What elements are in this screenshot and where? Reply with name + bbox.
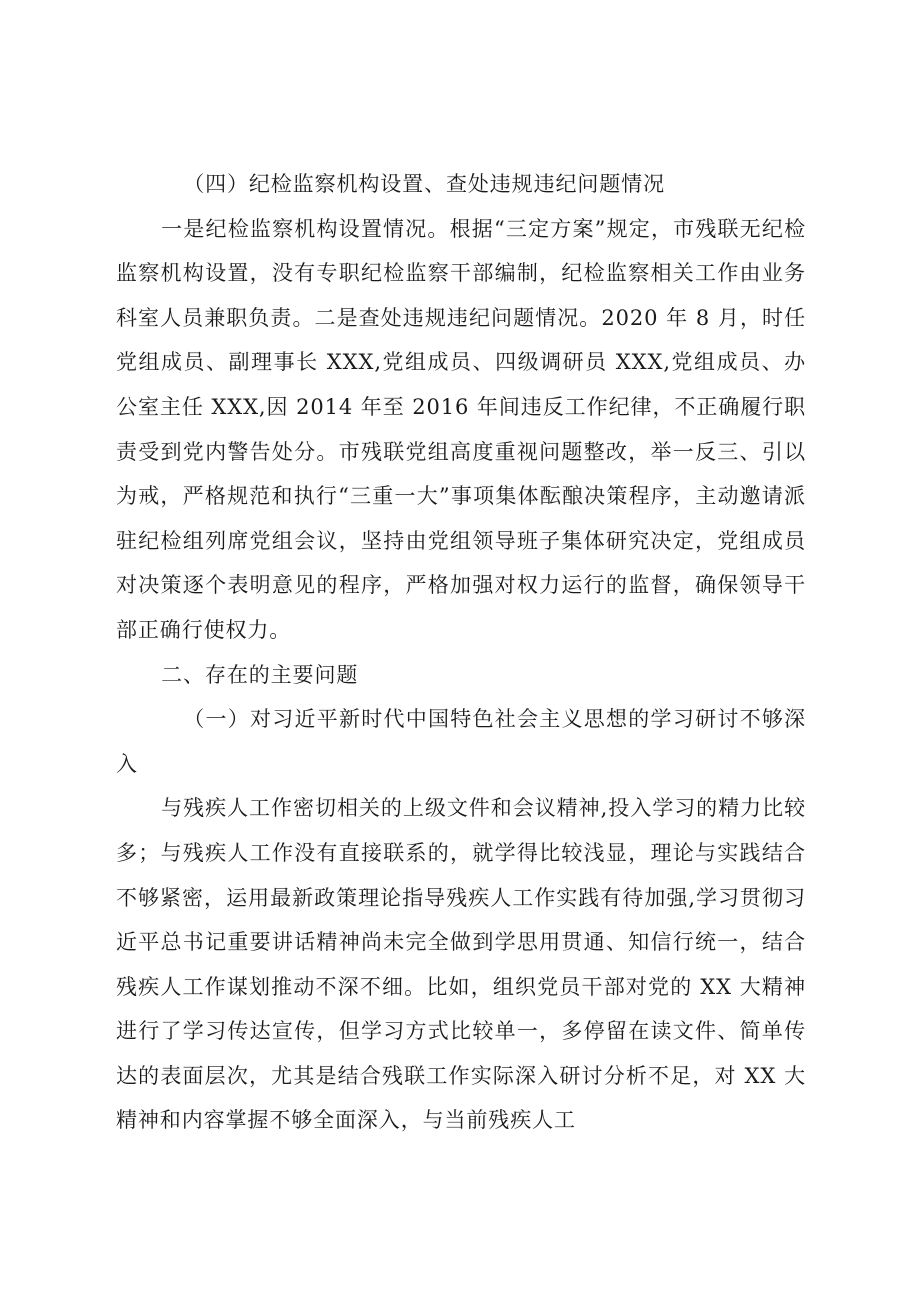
document-body: [116, 162, 806, 1143]
section-heading-2: 二、存在的主要问题: [161, 662, 359, 687]
paragraph-study: 与残疾人工作密切相关的上级文件和会议精神,投入学习的精力比较多；与残疾人工作没有直接联系的，就学得比较浅显，理论与实践结合不够紧密，运用最新政策理论指导残疾人工作实践有待加强,学习贯彻习近平总书记重要讲话精神尚未完全做到学思用贯通、知信行统一，结合残疾人工作谋划推动不深不细。比如，组织党员干部对党的 XX 大精神进行了学习传达宣传，但学习方式比较单一，多停留在读文件、简单传达的表面层次，尤其是结合残联工作实际深入研讨分析不足，对 XX 大精神和内容掌握不够全面深入，与当前残疾人工: [116, 796, 806, 1133]
section-heading-4: （四）纪检监察机构设置、查处违规违纪问题情况: [183, 172, 665, 196]
paragraph-discipline: 一是纪检监察机构设置情况。根据“三定方案”规定，市残联无纪检监察机构设置，没有专职纪检监察干部编制，纪检监察相关工作由业务科室人员兼职负责。二是查处违规违纪问题情况。2020 年 8 月，时任党组成员、副理事长 XXX,党组成员、四级调研员 XXX,党组成员、办公室主任 XXX,因 2014 年至 2016 年间违反工作纪律，不正确履行职责受到党内警告处分。市残联党组高度重视问题整改，举一反三、引以为戒，严格规范和执行“三重一大”事项集体酝酿决策程序，主动邀请派驻纪检组列席党组会议，坚持由党组领导班子集体研究决定，党组成员对决策逐个表明意见的程序，严格加强对权力运行的监督，确保领导干部正确行使权力。: [116, 216, 806, 642]
section-heading-2-1: （一）对习近平新时代中国特色社会主义思想的学习研讨不够深入: [116, 707, 806, 776]
